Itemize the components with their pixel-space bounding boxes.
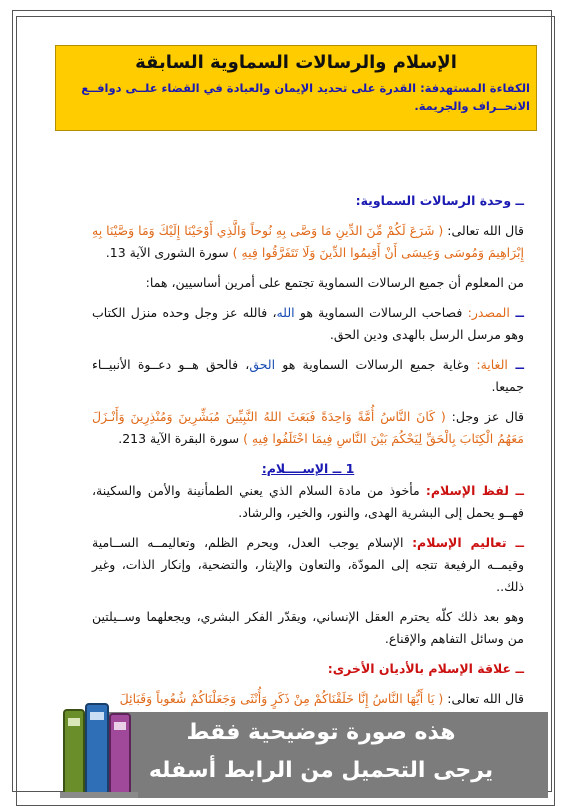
- unity-heading: وحدة الرسالات السماوية:: [355, 193, 512, 208]
- verse-1: ( شَرَعَ لَكُمْ مِّنَ الدِّينِ مَا وَصَّى بِهِ نُوحاً وَالَّذِي أَوْحَيْنَا إِلَيْكَ وَمَا وَصَّيْنَا بِهِ إِبْرَاهِيمَ وَمُوسَى وَعِيسَى أَنْ أَقِيمُوا الدِّينَ وَلَا تَتَفَرَّقُوا فِيهِ ): [92, 223, 524, 260]
- word-label: لفظ الإسلام:: [425, 483, 509, 498]
- document-body: [92, 190, 524, 718]
- verse-2: ( كَانَ النَّاسُ أُمَّةً وَاحِدَةً فَبَعَثَ اللهُ النَّبِيِّينَ مُبَشِّرِينَ وَمُنْذِرِينَ وَأَنْـزَلَ مَعَهُمُ الْكِتَابَ بِالْحَقِّ لِيَحْكُمَ بَيْنَ النَّاسِ فِيمَا اخْتَلَفُوا فِيهِ ): [92, 409, 524, 446]
- teachings-label: تعاليم الإسلام:: [412, 535, 507, 550]
- verse-paragraph-1: قال الله تعالى: ( شَرَعَ لَكُمْ مِّنَ الدِّينِ مَا وَصَّى بِهِ نُوحاً وَالَّذِي أَوْحَيْنَا إِلَيْكَ وَمَا وَصَّيْنَا بِهِ إِبْرَاهِيمَ وَمُوسَى وَعِيسَى أَنْ أَقِيمُوا الدِّينَ وَلَا تَتَفَرَّقُوا فِيهِ ) سورة الشورى الآية 13.: [92, 223, 524, 260]
- preview-banner: [94, 712, 548, 798]
- source-label: المصدر:: [467, 305, 510, 320]
- source-paragraph: ــ المصدر: فصاحب الرسالات السماوية هو الله، فالله عز وجل وحده منزل الكتاب وهو مرسل الرسل بالهدى ودين الحق.: [92, 305, 524, 342]
- relation-label: علاقة الإسلام بالأديان الأخرى:: [327, 661, 512, 676]
- word-paragraph: ــ لفظ الإسلام: مأخوذ من مادة السلام الذي يعني الطمأنينة والأمن والسكينة، فهــو يحمل إلى البشرية الهدى، والنور، والخير، والرشاد.: [92, 483, 524, 520]
- verse-3: ( يَا أَيُّهَا النَّاسُ إِنَّا خَلَقْنَاكُمْ مِنْ ذَكَرٍ وَأُنْثَى وَجَعَلْنَاكُمْ شُعُوباً وَقَبَائِلَ: [119, 691, 444, 706]
- page-title: الإسلام والرسالات السماوية السابقة: [135, 52, 457, 73]
- banner-line-1: هذه صورة توضيحية فقط: [186, 720, 456, 745]
- verse-paragraph-2: قال عز وجل: ( كَانَ النَّاسُ أُمَّةً وَاحِدَةً فَبَعَثَ اللهُ النَّبِيِّينَ مُبَشِّرِينَ وَمُنْذِرِينَ وَأَنْـزَلَ مَعَهُمُ الْكِتَابَ بِالْحَقِّ لِيَحْكُمَ بَيْنَ النَّاسِ فِيمَا اخْتَلَفُوا فِيهِ ) سورة البقرة الآية 213.: [92, 409, 524, 446]
- goal-paragraph: ــ الغاية: وغاية جميع الرسالات السماوية هو الحق، فالحق هــو دعــوة الأنبيــاء جميعا.: [92, 357, 525, 394]
- teachings-paragraph: ــ تعاليم الإسلام: الإسلام يوجب العدل، ويحرم الظلم، وتعاليمــه الســامية وقيمــه الرفيعة تتجه إلى المودّة، والتعاون والإيثار، والتضحية، وإنكار الذات، وغير ذلك..: [92, 535, 524, 594]
- islam-section-heading: 1 ــ الإســــلام:: [261, 461, 355, 476]
- verse-paragraph-3: قال الله تعالى: ( يَا أَيُّهَا النَّاسُ إِنَّا خَلَقْنَاكُمْ مِنْ ذَكَرٍ وَأُنْثَى وَجَعَلْنَاكُمْ شُعُوباً وَقَبَائِلَ: [119, 691, 524, 706]
- competency-text: الكفاءة المستهدفة: القدرة على تحديد الإيمان والعبادة في القضاء علــى دوافــع الانحــراف والجريمة.: [81, 81, 530, 113]
- banner-line-2: يرجى التحميل من الرابط أسفله: [148, 758, 494, 783]
- title-box: [55, 45, 537, 131]
- respect-paragraph: وهو بعد ذلك كلّه يحترم العقل الإنساني، ويقدّر الفكر البشري، ويجعلهما وســيلتين من وسائل التفاهم والإقناع.: [92, 609, 524, 646]
- relation-heading-line: ــ علاقة الإسلام بالأديان الأخرى:: [327, 661, 524, 676]
- unity-heading-line: ــ وحدة الرسالات السماوية:: [355, 193, 524, 208]
- goal-label: الغاية:: [476, 357, 508, 372]
- books-icon: [60, 700, 146, 800]
- known-paragraph: من المعلوم أن جميع الرسالات السماوية تجتمع على أمرين أساسيين، هما:: [145, 275, 524, 290]
